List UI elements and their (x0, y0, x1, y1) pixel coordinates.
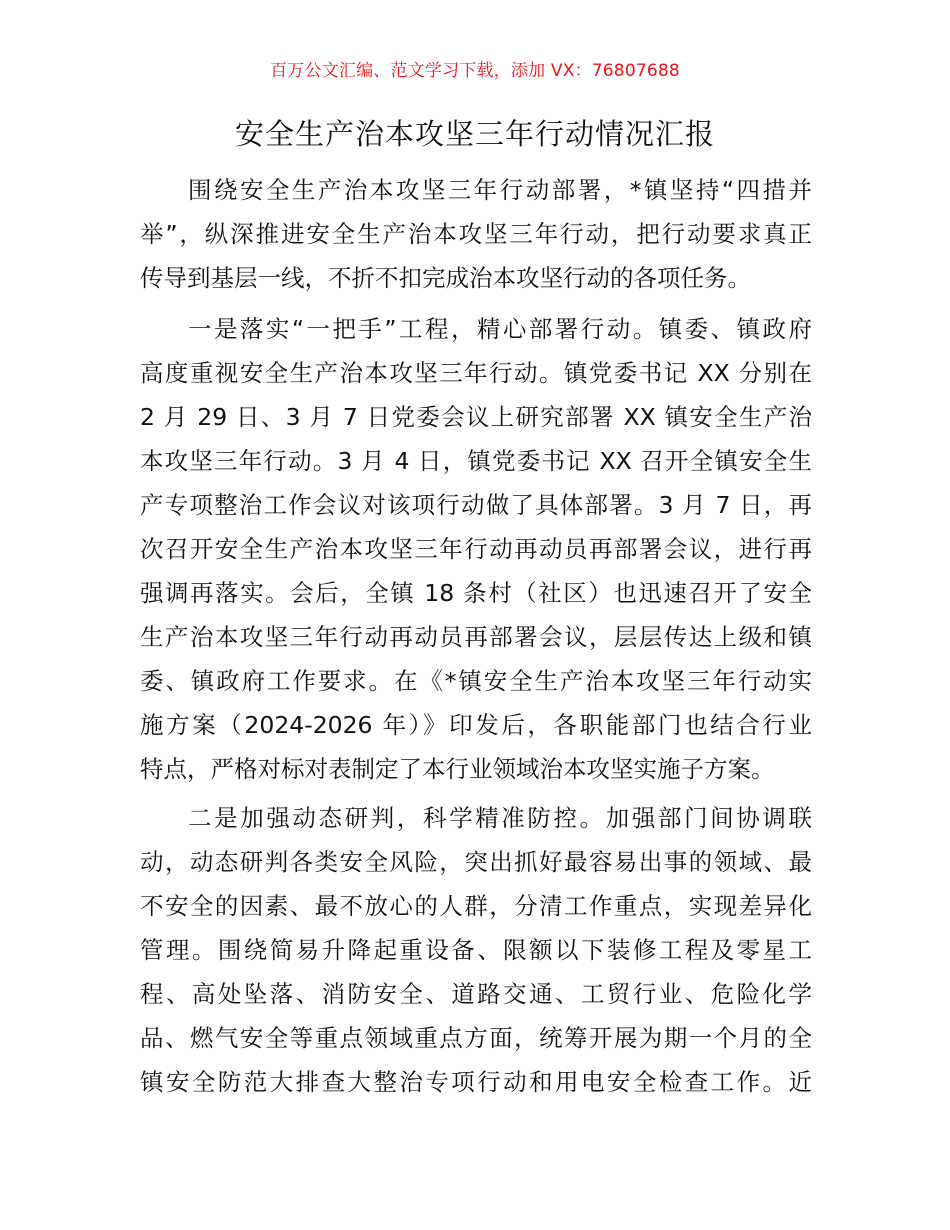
text-line: 程、高处坠落、消防安全、道路交通、工贸行业、危险化学 (140, 980, 812, 1008)
text-line: 强调再落实。会后，全镇 18 条村（社区）也迅速召开了安全 (140, 579, 812, 607)
watermark-banner: 百万公文汇编、范文学习下载，添加 VX：76807688 (270, 61, 680, 81)
text-line: 生产治本攻坚三年行动再动员再部署会议，层层传达上级和镇 (140, 623, 812, 651)
text-line: 举”，纵深推进安全生产治本攻坚三年行动，把行动要求真正 (140, 220, 812, 248)
text-line: 动，动态研判各类安全风险，突出抓好最容易出事的领域、最 (140, 848, 812, 876)
text-line: 特点，严格对标对表制定了本行业领域治本攻坚实施子方案。 (140, 755, 775, 783)
document-title: 安全生产治本攻坚三年行动情况汇报 (234, 117, 715, 151)
text-line: 一是落实“一把手”工程，精心部署行动。镇委、镇政府 (188, 315, 812, 343)
paragraph-2 (140, 307, 812, 791)
text-line: 次召开安全生产治本攻坚三年行动再动员再部署会议，进行再 (140, 535, 812, 563)
text-line: 品、燃气安全等重点领域重点方面，统筹开展为期一个月的全 (140, 1024, 812, 1052)
text-line: 不安全的因素、最不放心的人群，分清工作重点，实现差异化 (140, 892, 812, 920)
text-line: 管理。围绕简易升降起重设备、限额以下装修工程及零星工 (140, 936, 812, 964)
text-line: 委、镇政府工作要求。在《*镇安全生产治本攻坚三年行动实 (140, 667, 812, 695)
text-line: 二是加强动态研判，科学精准防控。加强部门间协调联 (188, 804, 812, 832)
text-line: 高度重视安全生产治本攻坚三年行动。镇党委书记 XX 分别在 (140, 359, 812, 387)
text-line: 2 月 29 日、3 月 7 日党委会议上研究部署 XX 镇安全生产治 (140, 403, 812, 431)
text-line: 施方案（2024-2026 年）》印发后，各职能部门也结合行业 (140, 711, 812, 739)
paragraph-3 (140, 796, 812, 1104)
text-line: 镇安全防范大排查大整治专项行动和用电安全检查工作。近 (140, 1068, 812, 1096)
text-line: 产专项整治工作会议对该项行动做了具体部署。3 月 7 日，再 (140, 491, 812, 519)
paragraph-1 (140, 168, 812, 300)
text-line: 传导到基层一线，不折不扣完成治本攻坚行动的各项任务。 (140, 264, 751, 292)
text-line: 围绕安全生产治本攻坚三年行动部署，*镇坚持“四措并 (188, 176, 812, 204)
text-line: 本攻坚三年行动。3 月 4 日，镇党委书记 XX 召开全镇安全生 (140, 447, 812, 475)
